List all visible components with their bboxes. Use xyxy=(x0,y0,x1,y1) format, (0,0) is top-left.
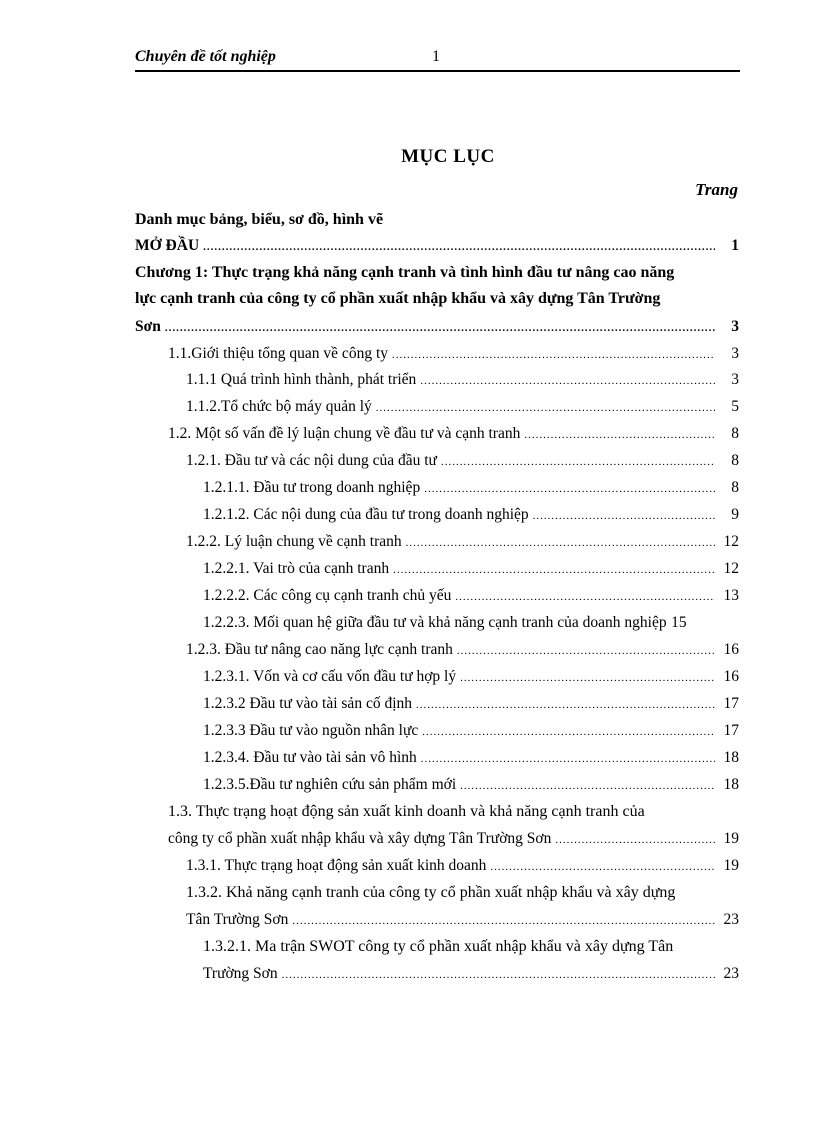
toc-section13-line1: 1.3. Thực trạng hoạt động sản xuất kinh doanh và khả năng cạnh tranh của xyxy=(168,803,645,820)
toc-section13-line2 xyxy=(168,827,739,851)
header-page-number: 1 xyxy=(432,48,440,65)
toc-leader-dots xyxy=(424,477,715,500)
toc-entry-page: 17 xyxy=(723,695,739,712)
toc-entry xyxy=(186,395,739,419)
toc-entry-page: 12 xyxy=(723,533,739,550)
toc-leader-dots xyxy=(376,396,715,419)
toc-entry-text: Sơn xyxy=(135,318,161,335)
toc-entry-page: 17 xyxy=(723,722,739,739)
toc-leader-dots xyxy=(460,774,715,797)
toc-entry xyxy=(203,692,739,716)
toc-entry-text: 1.2.3.1. Vốn và cơ cấu vốn đầu tư hợp lý xyxy=(203,668,457,685)
toc-leader-dots xyxy=(555,828,715,851)
toc-leader-dots xyxy=(406,531,715,554)
toc-leader-dots xyxy=(533,504,715,527)
toc-section132-line2 xyxy=(186,908,739,932)
toc-chapter1-line2: lực cạnh tranh của công ty cổ phần xuất nhập khẩu và xây dựng Tân Trường xyxy=(135,290,661,307)
toc-entry xyxy=(186,638,739,662)
page-header xyxy=(135,46,740,72)
toc-leader-dots xyxy=(421,747,715,770)
toc-entry-page: 23 xyxy=(723,911,739,928)
toc-entry-page: 23 xyxy=(723,965,739,982)
toc-leader-dots xyxy=(422,720,715,743)
toc-section131 xyxy=(186,854,739,878)
toc-entry-text: 1.2.3.5.Đầu tư nghiên cứu sản phẩm mới xyxy=(203,776,457,793)
toc-entry-page: 8 xyxy=(731,425,739,442)
toc-entry-page: 3 xyxy=(731,318,739,335)
toc-section1321-line1: 1.3.2.1. Ma trận SWOT công ty cổ phần xuất nhập khẩu và xây dựng Tân xyxy=(203,938,674,955)
toc-leader-dots xyxy=(393,558,715,581)
toc-leader-dots xyxy=(455,585,715,608)
toc-section132-line1: 1.3.2. Khả năng cạnh tranh của công ty cổ phần xuất nhập khẩu và xây dựng xyxy=(186,884,676,901)
toc-entry xyxy=(203,503,739,527)
toc-entry-page: 18 xyxy=(723,749,739,766)
toc-entry xyxy=(186,530,739,554)
toc-leader-dots xyxy=(441,450,715,473)
toc-entry-page: 19 xyxy=(723,857,739,874)
toc-entry xyxy=(186,368,739,392)
toc-entry-text: 1.2.3. Đầu tư nâng cao năng lực cạnh tranh xyxy=(186,641,453,658)
toc-entry-text: 1.2.2.1. Vai trò của cạnh tranh xyxy=(203,560,390,577)
toc-entry-page: 19 xyxy=(723,830,739,847)
toc-entry xyxy=(168,342,739,366)
toc-entry-text: 1.2.2. Lý luận chung về cạnh tranh xyxy=(186,533,402,550)
toc-entry-text: 1.2.1. Đầu tư và các nội dung của đầu tư xyxy=(186,452,437,469)
toc-entry-page: 3 xyxy=(731,371,739,388)
toc-leader-dots xyxy=(460,666,715,689)
toc-heading: MỤC LỤC xyxy=(401,146,495,167)
toc-entry-text: 1.2.1.1. Đầu tư trong doanh nghiệp xyxy=(203,479,421,496)
toc-entry-page: 9 xyxy=(731,506,739,523)
toc-entry-page: 13 xyxy=(723,587,739,604)
toc-leader-dots xyxy=(292,909,715,932)
toc-entry-text: 1.2.1.2. Các nội dung của đầu tư trong doanh nghiệp xyxy=(203,506,529,523)
toc-entry-text: Trường Sơn xyxy=(203,965,278,982)
toc-entry-text: 1.2. Một số vấn đề lý luận chung về đầu tư và cạnh tranh xyxy=(168,425,521,442)
toc-section1321-line2 xyxy=(203,962,739,986)
toc-entry-text: công ty cổ phần xuất nhập khẩu và xây dựng Tân Trường Sơn xyxy=(168,830,552,847)
toc-entry xyxy=(203,746,739,770)
toc-leader-dots xyxy=(203,235,715,258)
toc-entry-text: 1.2.2.2. Các công cụ cạnh tranh chủ yếu xyxy=(203,587,452,604)
page-column-label: Trang xyxy=(695,180,738,199)
toc-entry-page: 15 xyxy=(671,614,687,631)
toc-entry-page: 5 xyxy=(731,398,739,415)
toc-entry-page: 8 xyxy=(731,452,739,469)
toc-entry-text: 1.2.3.4. Đầu tư vào tài sản vô hình xyxy=(203,749,417,766)
toc-entry-page: 16 xyxy=(723,641,739,658)
toc-entry-text: 1.1.2.Tổ chức bộ máy quản lý xyxy=(186,398,372,415)
toc-leader-dots xyxy=(165,316,715,339)
toc-entry-text: 1.2.2.3. Mối quan hệ giữa đầu tư và khả năng cạnh tranh của doanh nghiệp xyxy=(203,614,667,631)
toc-entry-text: 1.3.1. Thực trạng hoạt động sản xuất kinh doanh xyxy=(186,857,487,874)
toc-entry-page: 3 xyxy=(731,345,739,362)
list-of-figures-title: Danh mục bảng, biểu, sơ đồ, hình vẽ xyxy=(135,211,384,228)
toc-leader-dots xyxy=(420,369,715,392)
toc-entry-page: 12 xyxy=(723,560,739,577)
toc-leader-dots xyxy=(524,423,715,446)
toc-entry-text: 1.2.3.2 Đầu tư vào tài sản cố định xyxy=(203,695,413,712)
toc-leader-dots xyxy=(392,343,715,366)
toc-entry xyxy=(203,665,739,689)
toc-leader-dots xyxy=(457,639,715,662)
toc-chapter1-line1: Chương 1: Thực trạng khả năng cạnh tranh và tình hình đầu tư nâng cao năng xyxy=(135,264,675,281)
toc-entry-page: 16 xyxy=(723,668,739,685)
toc-leader-dots xyxy=(490,855,715,878)
toc-entry xyxy=(203,719,739,743)
toc-entry-page: 8 xyxy=(731,479,739,496)
toc-entry xyxy=(168,422,739,446)
toc-entry xyxy=(203,476,739,500)
toc-leader-dots xyxy=(282,963,715,986)
toc-entry xyxy=(203,773,739,797)
toc-entry-page: 18 xyxy=(723,776,739,793)
toc-entry xyxy=(203,557,739,581)
toc-entry xyxy=(203,611,739,635)
toc-entry xyxy=(203,584,739,608)
toc-entry-text: 1.1.1 Quá trình hình thành, phát triển xyxy=(186,371,417,388)
toc-entry-text: Tân Trường Sơn xyxy=(186,911,289,928)
toc-entry-page: 1 xyxy=(731,237,739,254)
toc-entry-text: 1.1.Giới thiệu tổng quan về công ty xyxy=(168,345,388,362)
header-title: Chuyên đề tốt nghiệp xyxy=(135,48,276,65)
toc-leader-dots xyxy=(416,693,715,716)
toc-entry-text: 1.2.3.3 Đầu tư vào nguồn nhân lực xyxy=(203,722,419,739)
toc-entry-text: MỞ ĐẦU xyxy=(135,237,200,254)
toc-chapter1-line3 xyxy=(135,315,739,339)
toc-entry-intro xyxy=(135,234,739,258)
toc-entry xyxy=(186,449,739,473)
